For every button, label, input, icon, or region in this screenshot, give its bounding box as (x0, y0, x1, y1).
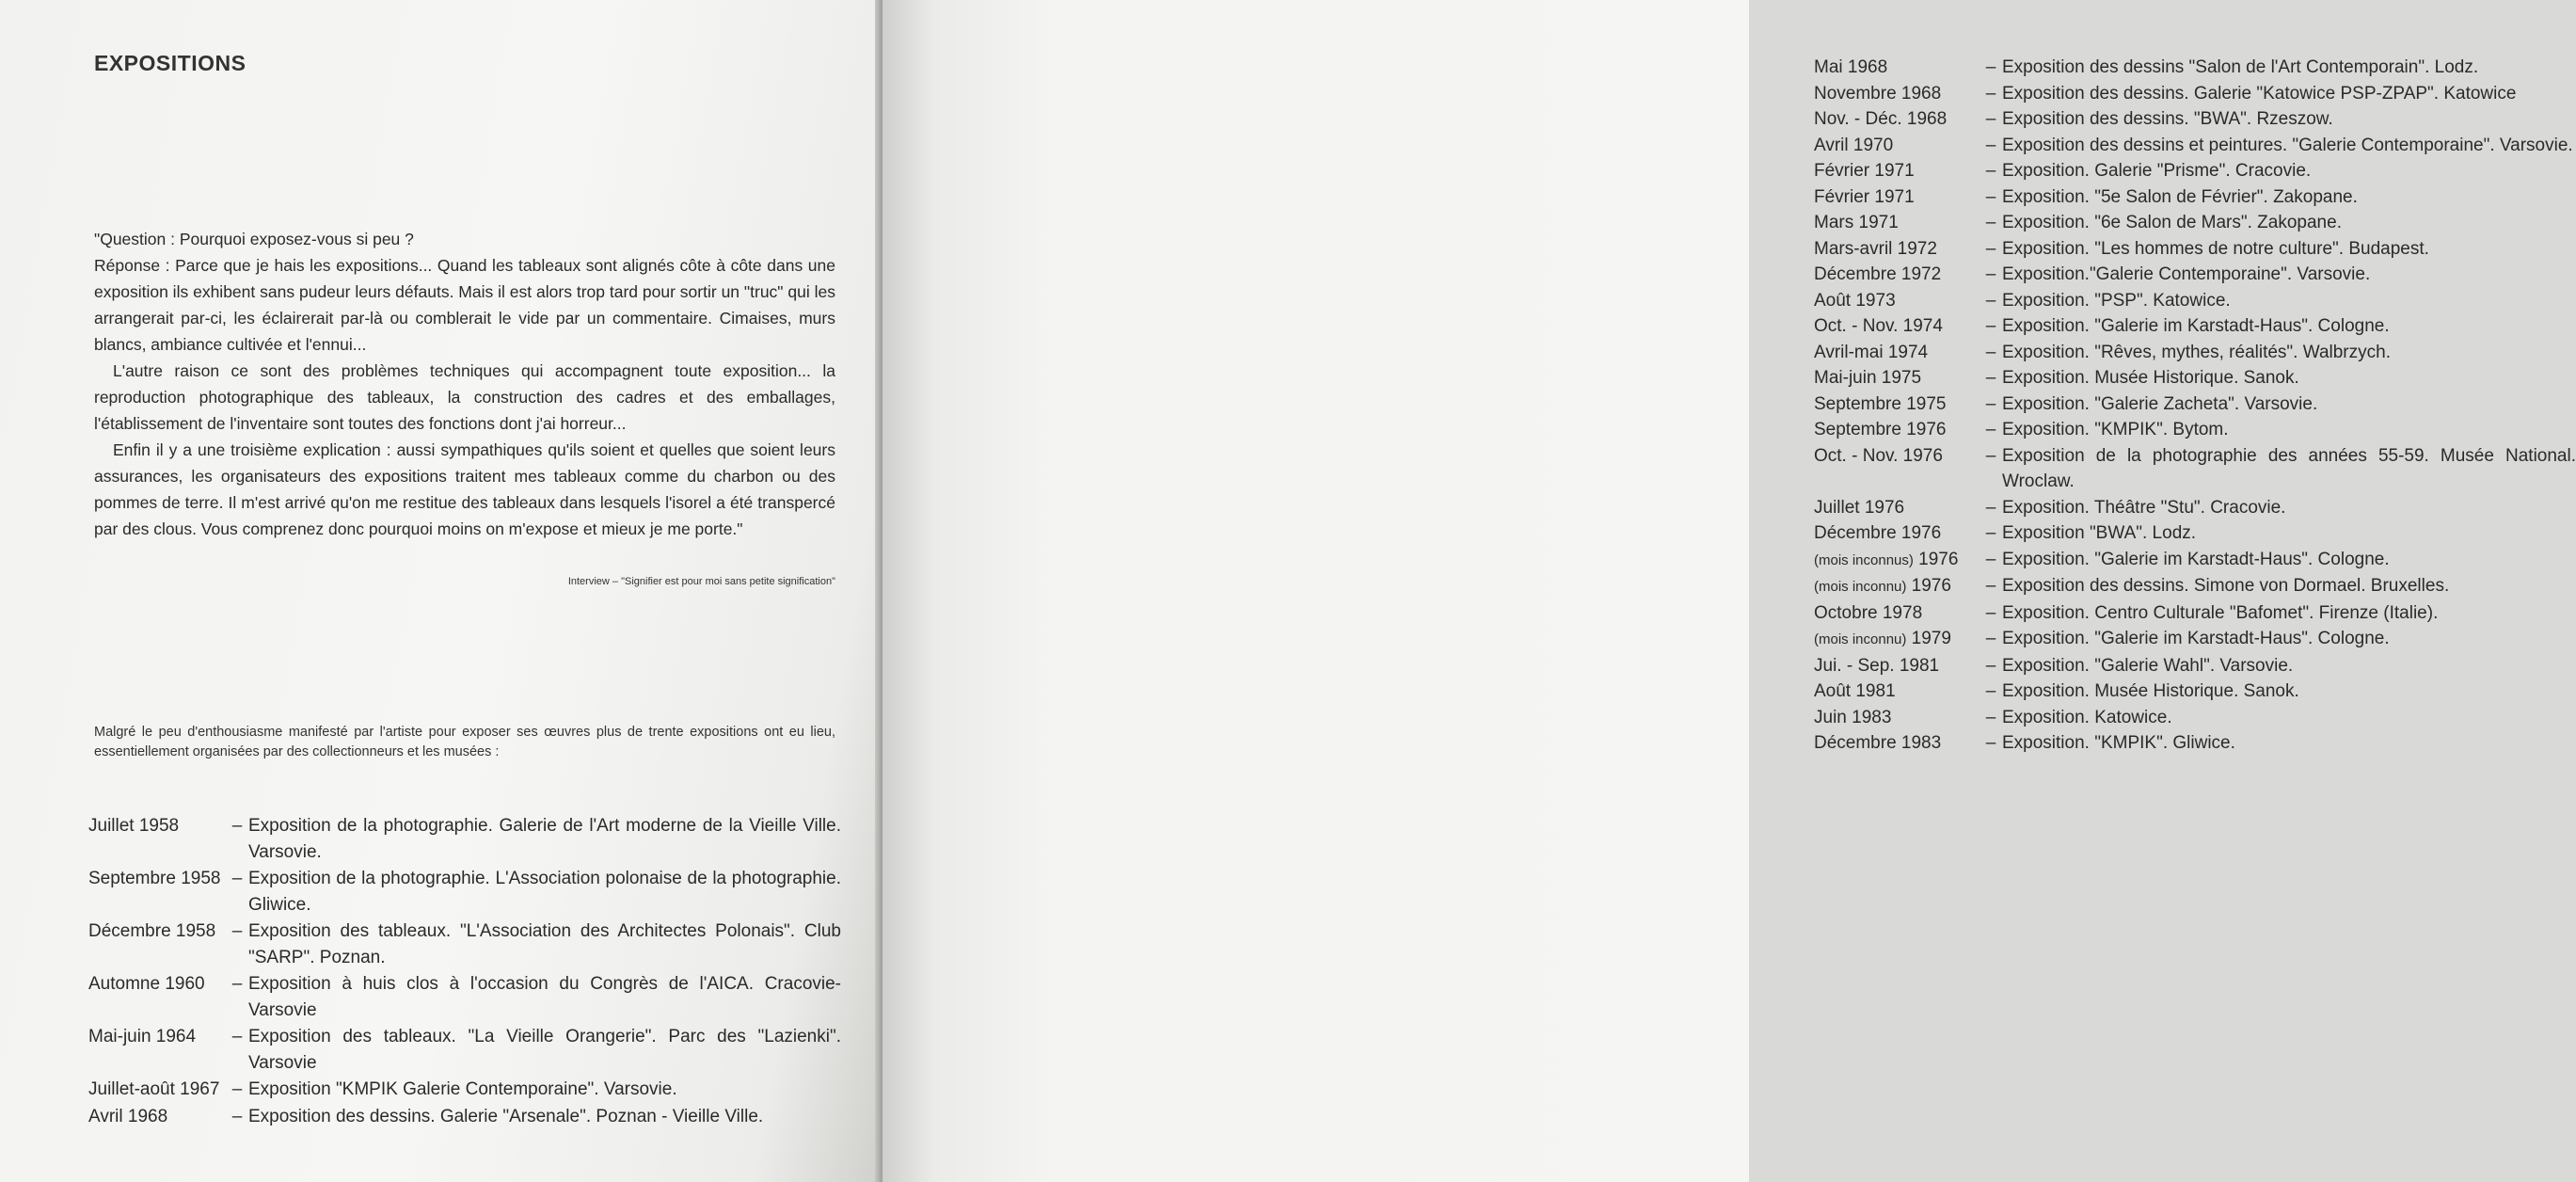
dash-separator: – (1985, 629, 1996, 648)
exhibition-entry (1814, 158, 2576, 184)
date-text: Décembre 1983 (1814, 733, 1942, 753)
dash-separator: – (1985, 733, 1996, 753)
exhibition-date (1814, 653, 1980, 679)
dash-separator: – (231, 921, 243, 941)
exhibition-list-left (88, 813, 841, 1130)
exhibition-date (1814, 443, 1980, 495)
exhibition-entry (1814, 547, 2576, 574)
exhibition-description: Exposition. "KMPIK". Gliwice. (2002, 733, 2235, 753)
exhibition-description: Exposition de la photographie. Galerie de l'Art moderne de la Vieille Ville. Varsovie. (248, 816, 841, 862)
exhibition-entry (1814, 443, 2576, 495)
date-text: Oct. - Nov. 1976 (1814, 445, 1943, 466)
exhibition-date (1814, 158, 1980, 184)
dash-separator: – (1985, 497, 1996, 518)
exhibition-description: Exposition. Katowice. (2002, 707, 2172, 727)
dash-separator: – (231, 1106, 243, 1126)
exhibition-date (1814, 417, 1980, 443)
dash-separator: – (1985, 161, 1996, 181)
interview-answer: Réponse : Parce que je hais les expositions... Quand les tableaux sont alignés côte à côte dans une exposition ils exhibent sans pudeur leurs défauts. Mais il est alors trop tard pour sortir un "truc" qui les arrangerait par-ci, les éclairerait par-là ou comblerait le vide par un commentaire. Cimaises, murs blancs, ambiance cultivée et l'ennui... (94, 256, 835, 354)
date-text: Automne 1960 (88, 974, 205, 994)
date-text: Février 1971 (1814, 186, 1915, 207)
intro-paragraph: Malgré le peu d'enthousiasme manifesté par l'artiste pour exposer ses œuvres plus de trente expositions ont eu lieu, essentiellement organisées par des collectionneurs et les musées : (94, 725, 835, 759)
exhibition-entry (88, 1104, 841, 1130)
exhibition-date (1814, 600, 1980, 627)
exhibition-description: Exposition. "5e Salon de Février". Zakopane. (2002, 186, 2358, 207)
exhibition-entry (1814, 417, 2576, 443)
exhibition-entry (88, 866, 841, 918)
exhibition-entry (1814, 730, 2576, 757)
exhibition-date (1814, 679, 1980, 705)
exhibition-date (1814, 184, 1980, 211)
exhibition-entry (1814, 391, 2576, 418)
exhibition-date (1814, 547, 1980, 574)
date-text: Juillet-août 1967 (88, 1079, 220, 1099)
date-text: Mai-juin 1975 (1814, 368, 1922, 388)
exhibition-date (1814, 573, 1980, 600)
exhibition-description: Exposition de la photographie. L'Association polonaise de la photographie. Gliwice. (248, 869, 841, 915)
exhibition-description: Exposition. "Galerie im Karstadt-Haus". Cologne. (2002, 629, 2390, 648)
exhibition-description: Exposition. Théâtre "Stu". Cracovie. (2002, 497, 2286, 518)
dash-separator: – (1985, 316, 1996, 336)
exhibition-description: Exposition. "Rêves, mythes, réalités". Walbrzych. (2002, 342, 2391, 362)
exhibition-description: Exposition "KMPIK Galerie Contemporaine". Varsovie. (248, 1079, 677, 1099)
date-text: Décembre 1958 (88, 921, 216, 941)
exhibition-entry (88, 971, 841, 1023)
interview-quote (94, 226, 835, 542)
date-text: Avril 1968 (88, 1106, 168, 1126)
dash-separator: – (1985, 342, 1996, 362)
dash-separator: – (1985, 109, 1996, 129)
date-text: Juillet 1958 (88, 816, 180, 836)
exhibition-date (1814, 106, 1980, 133)
dash-separator: – (1985, 290, 1996, 311)
exhibition-description: Exposition des dessins "Salon de l'Art Contemporain". Lodz. (2002, 57, 2479, 77)
date-text: Oct. - Nov. 1974 (1814, 316, 1943, 336)
exhibition-description: Exposition. "Galerie im Karstadt-Haus". Cologne. (2002, 316, 2390, 336)
exhibition-date (1814, 626, 1980, 653)
exhibition-description: Exposition "BWA". Lodz. (2002, 523, 2197, 543)
exhibition-description: Exposition. "Galerie im Karstadt-Haus". Cologne. (2002, 549, 2390, 569)
dash-separator: – (1985, 576, 1996, 596)
exhibition-date (88, 1024, 226, 1076)
dash-separator: – (1985, 393, 1996, 414)
exhibition-date (1814, 520, 1980, 547)
date-text: 1976 (1906, 576, 1951, 596)
dash-separator: – (1985, 213, 1996, 232)
dash-separator: – (1985, 368, 1996, 388)
exhibition-date (88, 813, 226, 865)
exhibition-entry (1814, 55, 2576, 81)
date-text: Mars-avril 1972 (1814, 238, 1937, 259)
date-text: Février 1971 (1814, 161, 1915, 181)
exhibition-date (1814, 391, 1980, 418)
exhibition-date (1814, 133, 1980, 159)
exhibition-description: Exposition. "Les hommes de notre culture". Budapest. (2002, 238, 2429, 259)
exhibition-description: Exposition des tableaux. "L'Association des Architectes Polonais". Club "SARP". Poznan. (248, 921, 841, 967)
exhibition-description: Exposition. "Galerie Wahl". Varsovie. (2002, 655, 2294, 676)
exhibition-description: Exposition de la photographie des années 55-59. Musée National. Wroclaw. (2002, 445, 2576, 491)
exhibition-description: Exposition des dessins. Simone von Dormael. Bruxelles. (2002, 576, 2450, 596)
date-text: Juin 1983 (1814, 707, 1892, 727)
date-text: Jui. - Sep. 1981 (1814, 655, 1940, 676)
date-text: Septembre 1976 (1814, 420, 1947, 439)
exhibition-entry (1814, 679, 2576, 705)
exhibition-description: Exposition des dessins et peintures. "Galerie Contemporaine". Varsovie. (2002, 135, 2573, 155)
exhibition-date (1814, 495, 1980, 521)
dash-separator: – (1985, 57, 1996, 77)
exhibition-entry (1814, 520, 2576, 547)
dash-separator: – (231, 816, 243, 836)
exhibition-entry (1814, 626, 2576, 653)
exhibition-date (1814, 210, 1980, 236)
dash-separator: – (231, 974, 243, 994)
dash-separator: – (1985, 707, 1996, 727)
page-title: EXPOSITIONS (94, 51, 246, 75)
exhibition-date (88, 971, 226, 1023)
interview-paragraph: L'autre raison ce sont des problèmes techniques qui accompagnent toute exposition... la reproduction photographique des tableaux, la construction des cadres et des emballages, l'établissement de l'inventaire sont toutes des fonctions dont j'ai horreur... (94, 361, 835, 433)
date-text: Novembre 1968 (1814, 83, 1942, 104)
exhibition-description: Exposition des tableaux. "La Vieille Orangerie". Parc des "Lazienki". Varsovie (248, 1027, 841, 1073)
exhibition-description: Exposition à huis clos à l'occasion du Congrès de l'AICA. Cracovie-Varsovie (248, 974, 841, 1020)
exhibition-entry (1814, 236, 2576, 263)
exhibition-entry (1814, 288, 2576, 314)
exhibition-date (1814, 705, 1980, 731)
exhibition-entry (1814, 495, 2576, 521)
exhibition-entry (1814, 106, 2576, 133)
exhibition-entry (1814, 184, 2576, 211)
exhibition-list-right (1814, 55, 2576, 757)
date-text: Mai-juin 1964 (88, 1027, 197, 1046)
date-text: Septembre 1975 (1814, 393, 1947, 414)
exhibition-date (1814, 340, 1980, 366)
exhibition-date (88, 1077, 226, 1103)
exhibition-entry (1814, 653, 2576, 679)
dash-separator: – (1985, 549, 1996, 569)
exhibition-entry (1814, 573, 2576, 600)
dash-separator: – (231, 1079, 243, 1099)
date-text: Juillet 1976 (1814, 497, 1905, 518)
date-text: 1979 (1906, 629, 1951, 648)
interview-paragraph: Enfin il y a une troisième explication : aussi sympathiques qu'ils soient et quelles que soient leurs assurances, les organisateurs des expositions traitent mes tableaux comme du charbon ou des pommes de terre. Il m'est arrivé qu'on me restitue des tableaux dans lesquels l'isorel a été transpercé par des clous. Vous comprenez donc pourquoi moins on m'expose et mieux je me porte." (94, 440, 835, 538)
date-text: Mars 1971 (1814, 213, 1899, 232)
exhibition-entry (88, 918, 841, 970)
exhibition-entry (1814, 133, 2576, 159)
dash-separator: – (1985, 523, 1996, 543)
exhibition-date (1814, 313, 1980, 340)
exhibition-date (88, 918, 226, 970)
right-page (883, 0, 2576, 1182)
exhibition-description: Exposition. Centro Culturale "Bafomet". Firenze (Italie). (2002, 602, 2439, 623)
date-text: Septembre 1958 (88, 869, 221, 888)
dash-separator: – (1985, 445, 1996, 466)
exhibition-date (88, 1104, 226, 1130)
exhibition-description: Exposition des dessins. "BWA". Rzeszow. (2002, 109, 2333, 129)
exhibition-entry (1814, 340, 2576, 366)
exhibition-date (1814, 236, 1980, 263)
date-text: Octobre 1978 (1814, 602, 1923, 623)
date-text: 1976 (1913, 549, 1959, 569)
date-text: Avril-mai 1974 (1814, 342, 1929, 362)
dash-separator: – (1985, 602, 1996, 623)
exhibition-description: Exposition."Galerie Contemporaine". Varsovie. (2002, 264, 2371, 284)
exhibition-entry (88, 813, 841, 865)
left-page (0, 0, 883, 1182)
dash-separator: – (231, 869, 243, 888)
exhibition-description: Exposition. Musée Historique. Sanok. (2002, 368, 2299, 388)
exhibition-description: Exposition. "Galerie Zacheta". Varsovie. (2002, 393, 2318, 414)
quote-source: Interview – "Signifier est pour moi sans petite signification" (567, 576, 835, 587)
date-text: Nov. - Déc. 1968 (1814, 109, 1948, 129)
date-text: Décembre 1972 (1814, 264, 1942, 284)
exhibition-description: Exposition des dessins. Galerie "Katowice PSP-ZPAP". Katowice (2002, 83, 2517, 104)
exhibition-entry (1814, 600, 2576, 627)
exhibition-entry (88, 1024, 841, 1076)
exhibition-entry (1814, 705, 2576, 731)
exhibition-entry (1814, 262, 2576, 288)
date-note: (mois inconnus) (1814, 551, 1914, 568)
exhibition-date (88, 866, 226, 918)
exhibition-date (1814, 288, 1980, 314)
date-text: Décembre 1976 (1814, 523, 1942, 543)
date-text: Avril 1970 (1814, 135, 1894, 155)
exhibition-entry (1814, 81, 2576, 107)
date-text: Août 1973 (1814, 290, 1896, 311)
dash-separator: – (1985, 83, 1996, 104)
date-note: (mois inconnu) (1814, 579, 1907, 595)
exhibition-entry (1814, 365, 2576, 391)
exhibition-entry (88, 1077, 841, 1103)
dash-separator: – (1985, 135, 1996, 155)
dash-separator: – (1985, 186, 1996, 207)
dash-separator: – (1985, 655, 1996, 676)
exhibition-description: Exposition. "PSP". Katowice. (2002, 290, 2231, 311)
exhibition-description: Exposition des dessins. Galerie "Arsenale". Poznan - Vieille Ville. (248, 1106, 764, 1126)
dash-separator: – (1985, 238, 1996, 259)
exhibition-entry (1814, 210, 2576, 236)
date-text: Mai 1968 (1814, 57, 1888, 77)
exhibition-date (1814, 365, 1980, 391)
exhibition-description: Exposition. Musée Historique. Sanok. (2002, 681, 2299, 701)
exhibition-date (1814, 81, 1980, 107)
dash-separator: – (1985, 420, 1996, 439)
exhibition-entry (1814, 313, 2576, 340)
dash-separator: – (231, 1027, 243, 1046)
interview-question: "Question : Pourquoi exposez-vous si peu ? (94, 230, 414, 248)
date-note: (mois inconnu) (1814, 631, 1907, 647)
exhibition-description: Exposition. "6e Salon de Mars". Zakopane. (2002, 213, 2342, 232)
dash-separator: – (1985, 681, 1996, 701)
exhibition-description: Exposition. Galerie "Prisme". Cracovie. (2002, 161, 2312, 181)
date-text: Août 1981 (1814, 681, 1896, 701)
exhibition-date (1814, 730, 1980, 757)
exhibition-date (1814, 55, 1980, 81)
dash-separator: – (1985, 264, 1996, 284)
exhibition-date (1814, 262, 1980, 288)
exhibition-description: Exposition. "KMPIK". Bytom. (2002, 420, 2229, 439)
